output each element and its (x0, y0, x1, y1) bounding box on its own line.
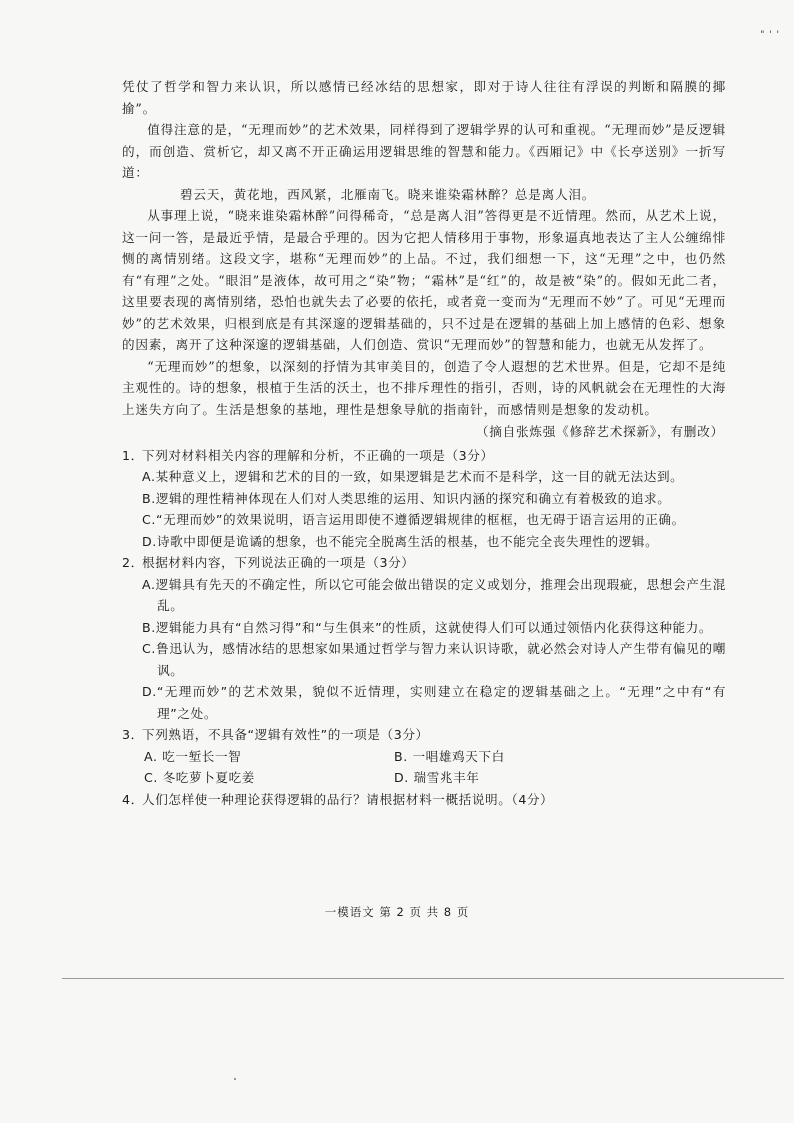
passage-paragraph: “无理而妙”的想象，以深刻的抒情为其审美目的，创造了令人遐想的艺术世界。但是，它却不是纯主观性的。诗的想象，根植于生活的沃土，也不排斥理性的指引，否则，诗的风帆就会在无理性的大海上迷失方向了。生活是想象的基地，理性是想象导航的指南针，而感情则是想象的发动机。 (122, 358, 726, 417)
page-footer: 一模语文 第 2 页 共 8 页 (324, 905, 470, 919)
option-b: B. 一唱雄鸡天下白 (394, 748, 505, 764)
option-a: A.逻辑具有先天的不确定性，所以它可能会做出错误的定义或划分，推理会出现瑕疵，思想会产生混乱。 (142, 576, 726, 613)
passage-paragraph: 值得注意的是，“无理而妙”的艺术效果，同样得到了逻辑学界的认可和重视。“无理而妙”是反逻辑的，而创造、赏析它，却又离不开正确运用逻辑思维的智慧和能力。《西厢记》中《长亭送别》一折写道： (122, 122, 726, 180)
option-a: A. 吃一堑长一智 (144, 748, 242, 764)
passage-source: （摘自张炼强《修辞艺术探新》，有删改） (475, 424, 724, 439)
question-3 (122, 724, 726, 789)
question-stem: 下列熟语，不具备“逻辑有效性”的一项是（3分） (142, 727, 429, 742)
question-stem: 人们怎样使一种理论获得逻辑的品行？请根据材料一概括说明。（4分） (142, 791, 554, 807)
scan-fold-line (62, 978, 784, 979)
option-b: B.逻辑的理性精神体现在人们对人类思维的运用、知识内涵的探究和确立有着极致的追求。 (142, 490, 671, 506)
reading-passage (122, 76, 726, 443)
passage-paragraph: 从事理上说，“晓来谁染霜林醉”问得稀奇，“总是离人泪”答得更是不近情理。然而，从艺术上说，这一问一答，是最近乎情，是最合乎理的。因为它把人情移用于事物，形象逼真地表达了主人公缠绵悱恻的离情别绪。这段文字，堪称“无理而妙”的上品。不过，我们细想一下，这“无理”之中，也仍然有“有理”之处。“眼泪”是液体，故可用之“染”物；“霜林”是“红”的，故是被“染”的。假如无此二者，这里要表现的离情别绪，恐怕也就失去了必要的依托，或者竟一变而为“无理而不妙”了。可见“无理而妙”的艺术效果，归根到底是有其深邃的逻辑基础的，只不过是在逻辑的基础上加上感情的色彩、想象的因素，离开了这种深邃的逻辑基础，人们创造、赏识“无理而妙”的智慧和能力，也就无从发挥了。 (122, 208, 726, 352)
question-list (122, 445, 726, 811)
question-4 (122, 789, 726, 811)
page-content (122, 76, 726, 810)
option-d: D.诗歌中即便是诡谲的想象，也不能完全脱离生活的根基，也不能完全丧失理性的逻辑。 (142, 533, 659, 549)
passage-paragraph: 凭仗了哲学和智力来认识，所以感情已经冰结的思想家，即对于诗人往往有浮误的判断和隔膜的揶揄”。 (122, 79, 726, 116)
option-grid (142, 746, 726, 789)
option-c: C. 冬吃萝卜夏吃姜 (144, 770, 255, 785)
option-a: A.某种意义上，逻辑和艺术的目的一致，如果逻辑是艺术而不是科学，这一目的就无法达到。 (142, 469, 684, 484)
question-number: 3． (122, 727, 144, 742)
question-number: 4． (122, 791, 144, 807)
option-c: C.“无理而妙”的效果说明，语言运用即使不遵循逻辑规律的框框，也无碍于语言运用的正确。 (142, 512, 685, 527)
scan-speck (234, 1078, 236, 1080)
question-number: 1． (122, 447, 144, 463)
option-b: B.逻辑能力具有“自然习得”和“与生俱来”的性质，这就使得人们可以通过领悟内化获得这种能力。 (142, 619, 713, 635)
question-number: 2． (122, 555, 144, 570)
question-2 (122, 552, 726, 724)
question-stem: 根据材料内容，下列说法正确的一项是（3分） (142, 555, 415, 570)
question-1 (122, 445, 726, 553)
quoted-verse: 碧云天，黄花地，西风紧，北雁南飞。晓来谁染霜林醉？总是离人泪。 (180, 186, 596, 202)
option-d: D.“无理而妙”的艺术效果，貌似不近情理，实则建立在稳定的逻辑基础之上。“无理”之中有“有理”之处。 (142, 684, 726, 721)
scan-corner-marks: " ' ' (760, 30, 780, 40)
question-stem: 下列对材料相关内容的理解和分析，不正确的一项是（3分） (142, 447, 494, 463)
option-d: D. 瑞雪兆丰年 (394, 770, 480, 785)
option-c: C.鲁迅认为，感情冰结的思想家如果通过哲学与智力来认识诗歌，就必然会对诗人产生带有偏见的嘲讽。 (142, 641, 726, 678)
